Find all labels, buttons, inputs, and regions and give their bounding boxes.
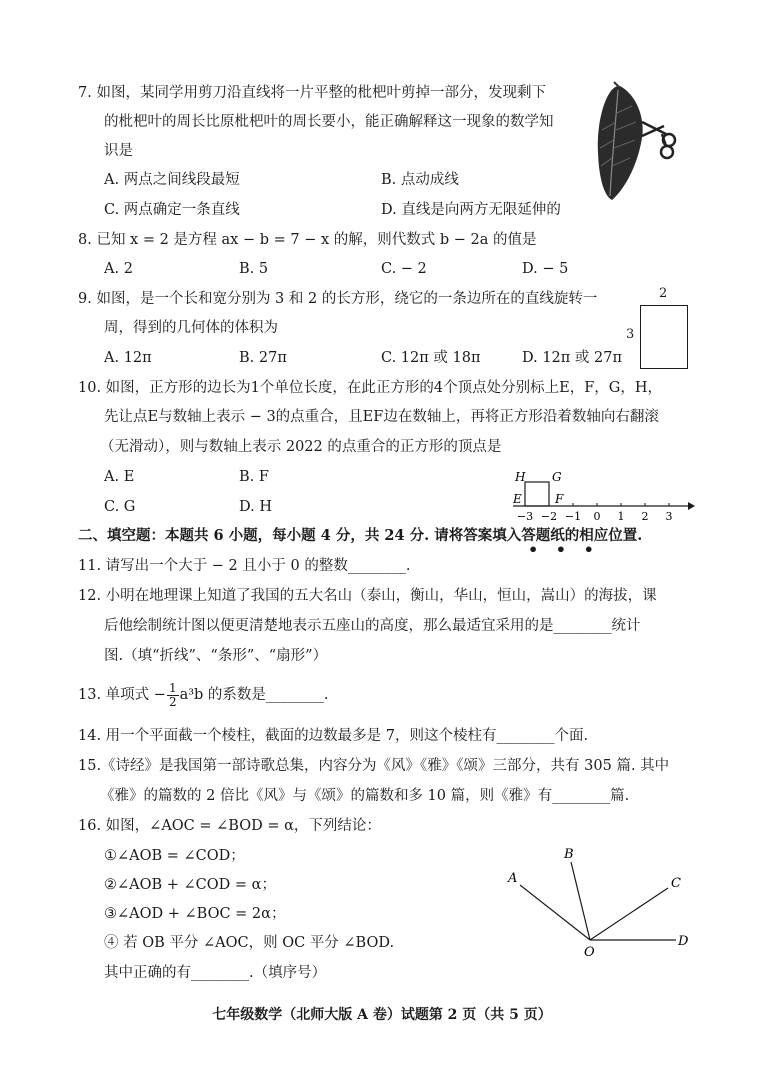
vertex-e-label: E (513, 492, 522, 506)
q11-line-1: 11. 请写出一个大于 − 2 且小于 0 的整数________. (78, 558, 411, 574)
q7-option-b: B. 点动成线 (381, 172, 459, 188)
q10-line-1: 10. 如图，正方形的边长为1个单位长度，在此正方形的4个顶点处分别标上E，F，G，H， (78, 380, 662, 396)
tick-label: 3 (665, 510, 673, 523)
ray-ob (571, 862, 590, 940)
q7-option-a: A. 两点之间线段最短 (104, 172, 240, 188)
q7-line-1: 7. 如图，某同学用剪刀沿直线将一片平整的枇杷叶剪掉一部分，发现剩下 (78, 85, 546, 101)
tick-label: 1 (617, 510, 625, 523)
q10-option-c: C. G (104, 499, 136, 515)
q16-line-6: 其中正确的有________.（填序号） (104, 965, 327, 981)
q14-line-1: 14. 用一个平面截一个棱柱，截面的边数最多是 7，则这个棱柱有________个面. (78, 728, 589, 744)
rectangle-figure (640, 305, 688, 369)
q16-conclusion-2: ②∠AOB + ∠COD = α； (104, 877, 276, 893)
tick-label: −1 (564, 510, 582, 523)
q8-option-a: A. 2 (104, 261, 133, 277)
angle-figure (500, 840, 700, 965)
q13-line (78, 680, 329, 710)
q7-line-2: 的枇杷叶的周长比原枇杷叶的周长要小，能正确解释这一现象的数学知 (104, 114, 554, 130)
q15-line-2: 《雅》的篇数的 2 倍比《风》与《颂》的篇数和多 10 篇，则《雅》有________篇. (100, 788, 630, 804)
q9-option-b: B. 27π (239, 350, 287, 366)
q9-line-2: 周，得到的几何体的体积为 (104, 320, 278, 336)
leaf-shape (598, 86, 643, 200)
leaf-scissors-figure (590, 78, 682, 203)
q10-option-a: A. E (104, 469, 135, 485)
q16-conclusion-1: ①∠AOB = ∠COD； (104, 848, 245, 864)
vertex-g-label: G (552, 470, 562, 484)
q10-option-d: D. H (239, 499, 272, 515)
tick-label: −3 (516, 510, 534, 523)
scissors-icon (642, 122, 675, 158)
tick-label: 2 (641, 510, 649, 523)
q9-line-1: 9. 如图，是一个长和宽分别为 3 和 2 的长方形，绕它的一条边所在的直线旋转一 (78, 291, 598, 307)
q13-prefix: 13. 单项式 − (78, 687, 166, 703)
rectangle-width-label: 2 (659, 286, 668, 301)
q13-suffix: a³b 的系数是________. (179, 687, 329, 703)
q16-line-1: 16. 如图，∠AOC = ∠BOD = α，下列结论： (78, 818, 381, 834)
point-o-label: O (584, 945, 595, 960)
q10-line-2: 先让点E与数轴上表示 − 3的点重合，且EF边在数轴上，再将正方形沿着数轴向右翻滚 (104, 409, 659, 425)
q16-conclusion-3: ③∠AOD + ∠BOC = 2α； (104, 906, 286, 922)
q7-option-c: C. 两点确定一条直线 (104, 202, 240, 218)
q7-option-d: D. 直线是向两方无限延伸的 (381, 202, 561, 218)
axis-arrow-icon (688, 502, 695, 510)
q8-option-d: D. − 5 (522, 261, 569, 277)
section-2-title: 二、填空题：本题共 6 小题，每小题 4 分，共 24 分. 请将答案填入答题纸的相应位置. (78, 527, 643, 544)
q15-line-1: 15.《诗经》是我国第一部诗歌总集，内容分为《风》《雅》《颂》三部分，共有 305 篇. 其中 (78, 758, 670, 774)
q12-line-2: 后他绘制统计图以便更清楚地表示五座山的高度，那么最适宜采用的是________统计 (104, 618, 641, 634)
q12-line-3: 图.（填“折线”、“条形”、“扇形”） (104, 648, 328, 664)
q10-option-b: B. F (239, 469, 269, 485)
q8-line-1: 8. 已知 x = 2 是方程 ax − b = 7 − x 的解，则代数式 b − 2a 的值是 (78, 232, 537, 248)
q12-line-1: 12. 小明在地理课上知道了我国的五大名山（泰山，衡山，华山，恒山，嵩山）的海拔，课 (78, 588, 657, 604)
tick-label: 0 (593, 510, 601, 523)
page-footer: 七年级数学（北师大版 A 卷）试题第 2 页（共 5 页） (212, 1007, 552, 1023)
vertex-h-label: H (515, 470, 526, 484)
q9-option-d: D. 12π 或 27π (522, 350, 623, 366)
tick-label: −2 (540, 510, 558, 523)
square-shape (525, 482, 549, 506)
q13-frac-numerator: 1 (168, 680, 177, 695)
q9-option-a: A. 12π (104, 350, 152, 366)
ray-oa (520, 885, 590, 940)
vertex-f-label: F (555, 492, 564, 506)
q8-option-b: B. 5 (239, 261, 269, 277)
point-c-label: C (671, 876, 681, 891)
point-b-label: B (564, 847, 574, 862)
q13-fraction (167, 682, 179, 709)
q16-conclusion-4: ④ 若 OB 平分 ∠AOC，则 OC 平分 ∠BOD. (104, 935, 395, 951)
rectangle-height-label: 3 (626, 327, 635, 342)
q7-line-3: 识是 (104, 143, 133, 159)
q8-option-c: C. − 2 (381, 261, 427, 277)
q10-line-3: （无滑动），则与数轴上表示 2022 的点重合的正方形的顶点是 (100, 439, 502, 455)
point-a-label: A (508, 871, 518, 886)
point-d-label: D (678, 934, 689, 949)
ray-oc (590, 888, 668, 940)
number-line-figure (505, 466, 695, 524)
q13-frac-denominator: 2 (168, 694, 177, 709)
q9-option-c: C. 12π 或 18π (381, 350, 481, 366)
emphasis-dots: • • • (528, 540, 600, 559)
